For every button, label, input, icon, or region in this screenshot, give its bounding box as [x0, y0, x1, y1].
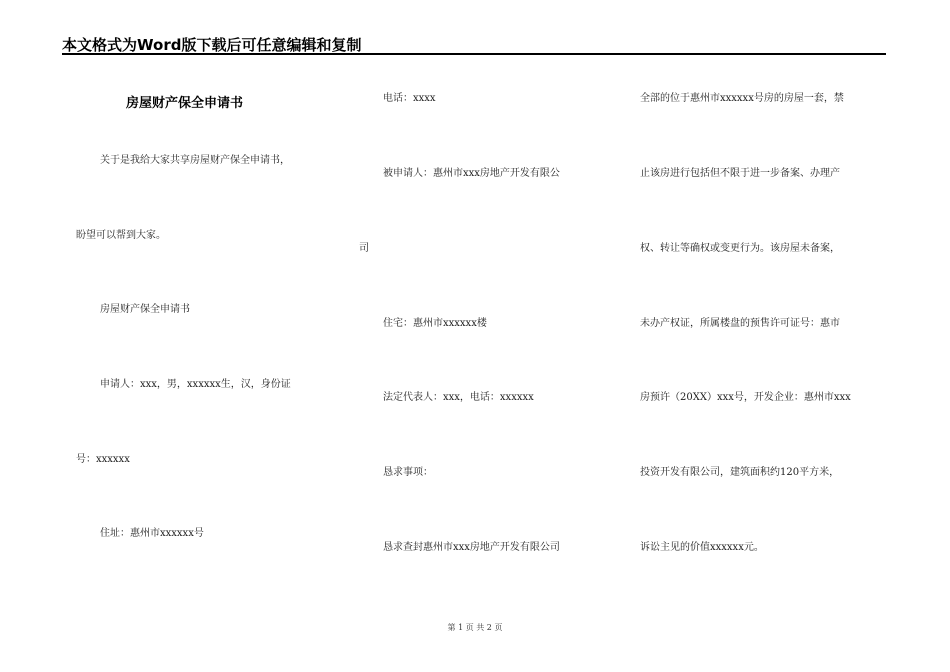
col2-line: 司 [359, 243, 369, 254]
document-title: 房屋财产保全申请书 [126, 96, 244, 111]
col3-line: 止该房进行包括但不限于进一步备案、办理产 [640, 168, 840, 179]
col3-line: 未办产权证，所属楼盘的预售许可证号：惠市 [640, 318, 840, 329]
col2-line: 住宅：惠州市xxxxxx楼 [383, 318, 487, 329]
col2-line: 被申请人：惠州市xxx房地产开发有限公 [383, 168, 560, 179]
col1-line: 号：xxxxxx [76, 454, 130, 465]
col1-line: 房屋财产保全申请书 [100, 304, 190, 315]
col2-line: 法定代表人：xxx，电话：xxxxxx [383, 392, 534, 403]
page-number-footer: 第 1 页 共 2 页 [447, 623, 503, 632]
col3-line: 权、转让等确权或变更行为。该房屋未备案， [640, 243, 840, 254]
col1-line: 关于是我给大家共享房屋财产保全申请书， [100, 155, 290, 166]
col2-line: 恳求事项： [383, 467, 433, 478]
col3-line: 投资开发有限公司，建筑面积约120平方米， [640, 467, 840, 478]
col1-line: 盼望可以帮到大家。 [76, 230, 166, 241]
col3-line: 诉讼主见的价值xxxxxx元。 [640, 542, 764, 553]
col3-line: 房预许（20XX）xxx号，开发企业：惠州市xxx [640, 392, 851, 403]
page-header-title: 本文格式为Word版下载后可任意编辑和复制 [62, 36, 362, 54]
col1-line: 申请人：xxx，男，xxxxxx生，汉，身份证 [100, 379, 291, 390]
col3-line: 全部的位于惠州市xxxxxx号房的房屋一套，禁 [640, 93, 844, 104]
header-divider [62, 53, 886, 55]
col1-line: 住址：惠州市xxxxxx号 [100, 528, 204, 539]
col2-line: 恳求查封惠州市xxx房地产开发有限公司 [383, 542, 560, 553]
col2-line: 电话：xxxx [383, 93, 436, 104]
